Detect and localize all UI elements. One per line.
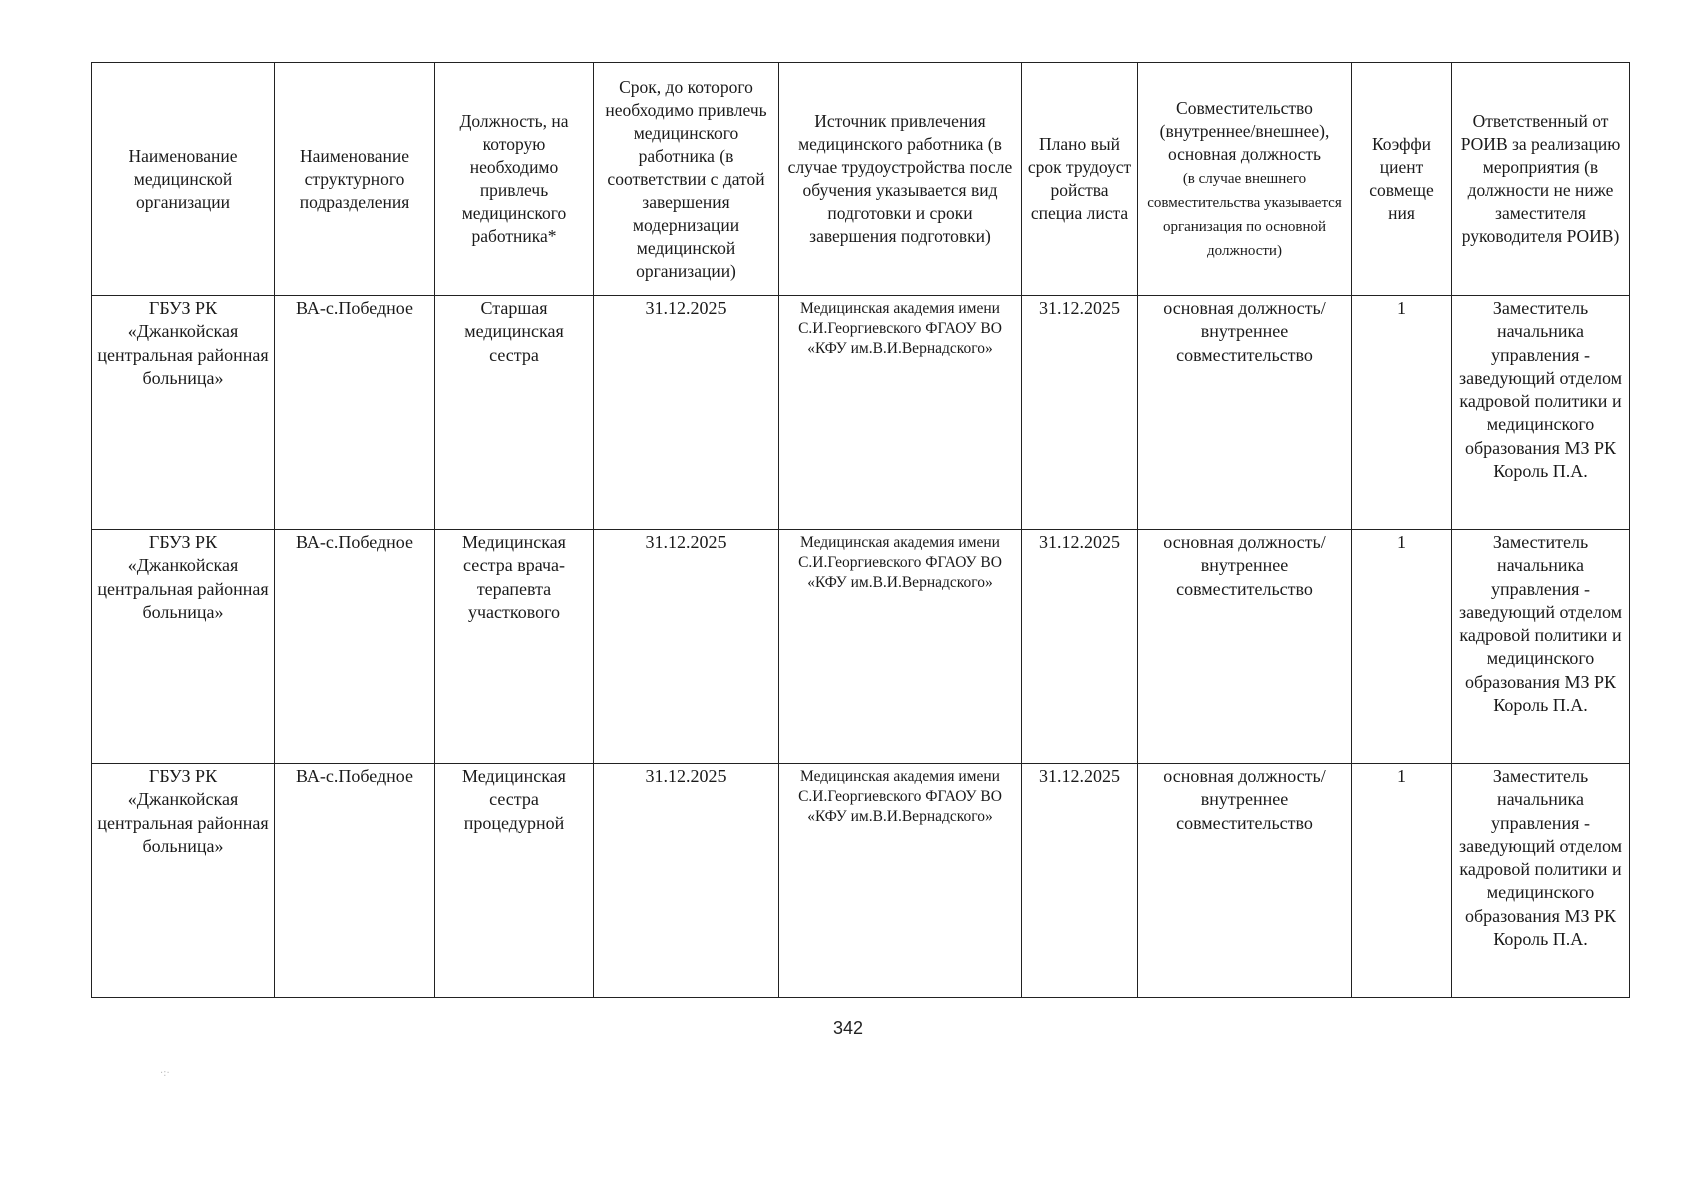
header-responsible: Ответственный от РОИВ за реализацию мероприятия (в должности не ниже заместителя руководителя РОИВ) bbox=[1452, 63, 1630, 296]
header-combination bbox=[1138, 63, 1352, 296]
cell-position: Медицинская сестра процедурной bbox=[435, 764, 594, 998]
table-row bbox=[92, 764, 1630, 998]
cell-planned-date: 31.12.2025 bbox=[1022, 296, 1138, 530]
cell-organization: ГБУЗ РК «Джанкойская центральная районная больница» bbox=[92, 530, 275, 764]
cell-planned-date: 31.12.2025 bbox=[1022, 530, 1138, 764]
cell-responsible: Заместитель начальника управления - заведующий отделом кадровой политики и медицинского образования МЗ РК Король П.А. bbox=[1452, 296, 1630, 530]
cell-coefficient: 1 bbox=[1352, 764, 1452, 998]
cell-responsible: Заместитель начальника управления - заведующий отделом кадровой политики и медицинского образования МЗ РК Король П.А. bbox=[1452, 530, 1630, 764]
cell-source: Медицинская академия имени С.И.Георгиевского ФГАОУ ВО «КФУ им.В.И.Вернадского» bbox=[779, 764, 1022, 998]
cell-coefficient: 1 bbox=[1352, 530, 1452, 764]
cell-unit: ВА-с.Победное bbox=[275, 530, 435, 764]
cell-source: Медицинская академия имени С.И.Георгиевского ФГАОУ ВО «КФУ им.В.И.Вернадского» bbox=[779, 296, 1022, 530]
header-coefficient: Коэффи циент совмеще ния bbox=[1352, 63, 1452, 296]
header-planned-date: Плано вый срок трудоуст ройства специа листа bbox=[1022, 63, 1138, 296]
cell-position: Медицинская сестра врача-терапевта участкового bbox=[435, 530, 594, 764]
cell-deadline: 31.12.2025 bbox=[594, 296, 779, 530]
cell-coefficient: 1 bbox=[1352, 296, 1452, 530]
cell-deadline: 31.12.2025 bbox=[594, 764, 779, 998]
cell-planned-date: 31.12.2025 bbox=[1022, 764, 1138, 998]
header-unit: Наименование структурного подразделения bbox=[275, 63, 435, 296]
cell-source: Медицинская академия имени С.И.Георгиевского ФГАОУ ВО «КФУ им.В.И.Вернадского» bbox=[779, 530, 1022, 764]
cell-unit: ВА-с.Победное bbox=[275, 764, 435, 998]
page-number: 342 bbox=[832, 1018, 864, 1038]
header-combination-note: (в случае внешнего совместительства указывается организация по основной должности) bbox=[1147, 170, 1342, 259]
header-combination-main: Совместительство (внутреннее/внешнее), основная должность bbox=[1159, 97, 1330, 164]
cell-unit: ВА-с.Победное bbox=[275, 296, 435, 530]
table-row bbox=[92, 296, 1630, 530]
cell-organization: ГБУЗ РК «Джанкойская центральная районная больница» bbox=[92, 296, 275, 530]
cell-combination: основная должность/ внутреннее совместительство bbox=[1138, 530, 1352, 764]
cell-organization: ГБУЗ РК «Джанкойская центральная районная больница» bbox=[92, 764, 275, 998]
header-position: Должность, на которую необходимо привлечь медицинского работника* bbox=[435, 63, 594, 296]
cell-combination: основная должность/ внутреннее совместительство bbox=[1138, 764, 1352, 998]
cell-responsible: Заместитель начальника управления - заведующий отделом кадровой политики и медицинского образования МЗ РК Король П.А. bbox=[1452, 764, 1630, 998]
header-deadline: Срок, до которого необходимо привлечь медицинского работника (в соответствии с датой завершения модернизации медицинской организации) bbox=[594, 63, 779, 296]
table-row bbox=[92, 530, 1630, 764]
staffing-table bbox=[91, 62, 1630, 998]
header-organization: Наименование медицинской организации bbox=[92, 63, 275, 296]
header-row bbox=[92, 63, 1630, 296]
scan-artifact: ·:· bbox=[160, 1068, 170, 1079]
cell-position: Старшая медицинская сестра bbox=[435, 296, 594, 530]
header-source: Источник привлечения медицинского работника (в случае трудоустройства после обучения указывается вид подготовки и сроки завершения подготовки) bbox=[779, 63, 1022, 296]
cell-combination: основная должность/ внутреннее совместительство bbox=[1138, 296, 1352, 530]
cell-deadline: 31.12.2025 bbox=[594, 530, 779, 764]
